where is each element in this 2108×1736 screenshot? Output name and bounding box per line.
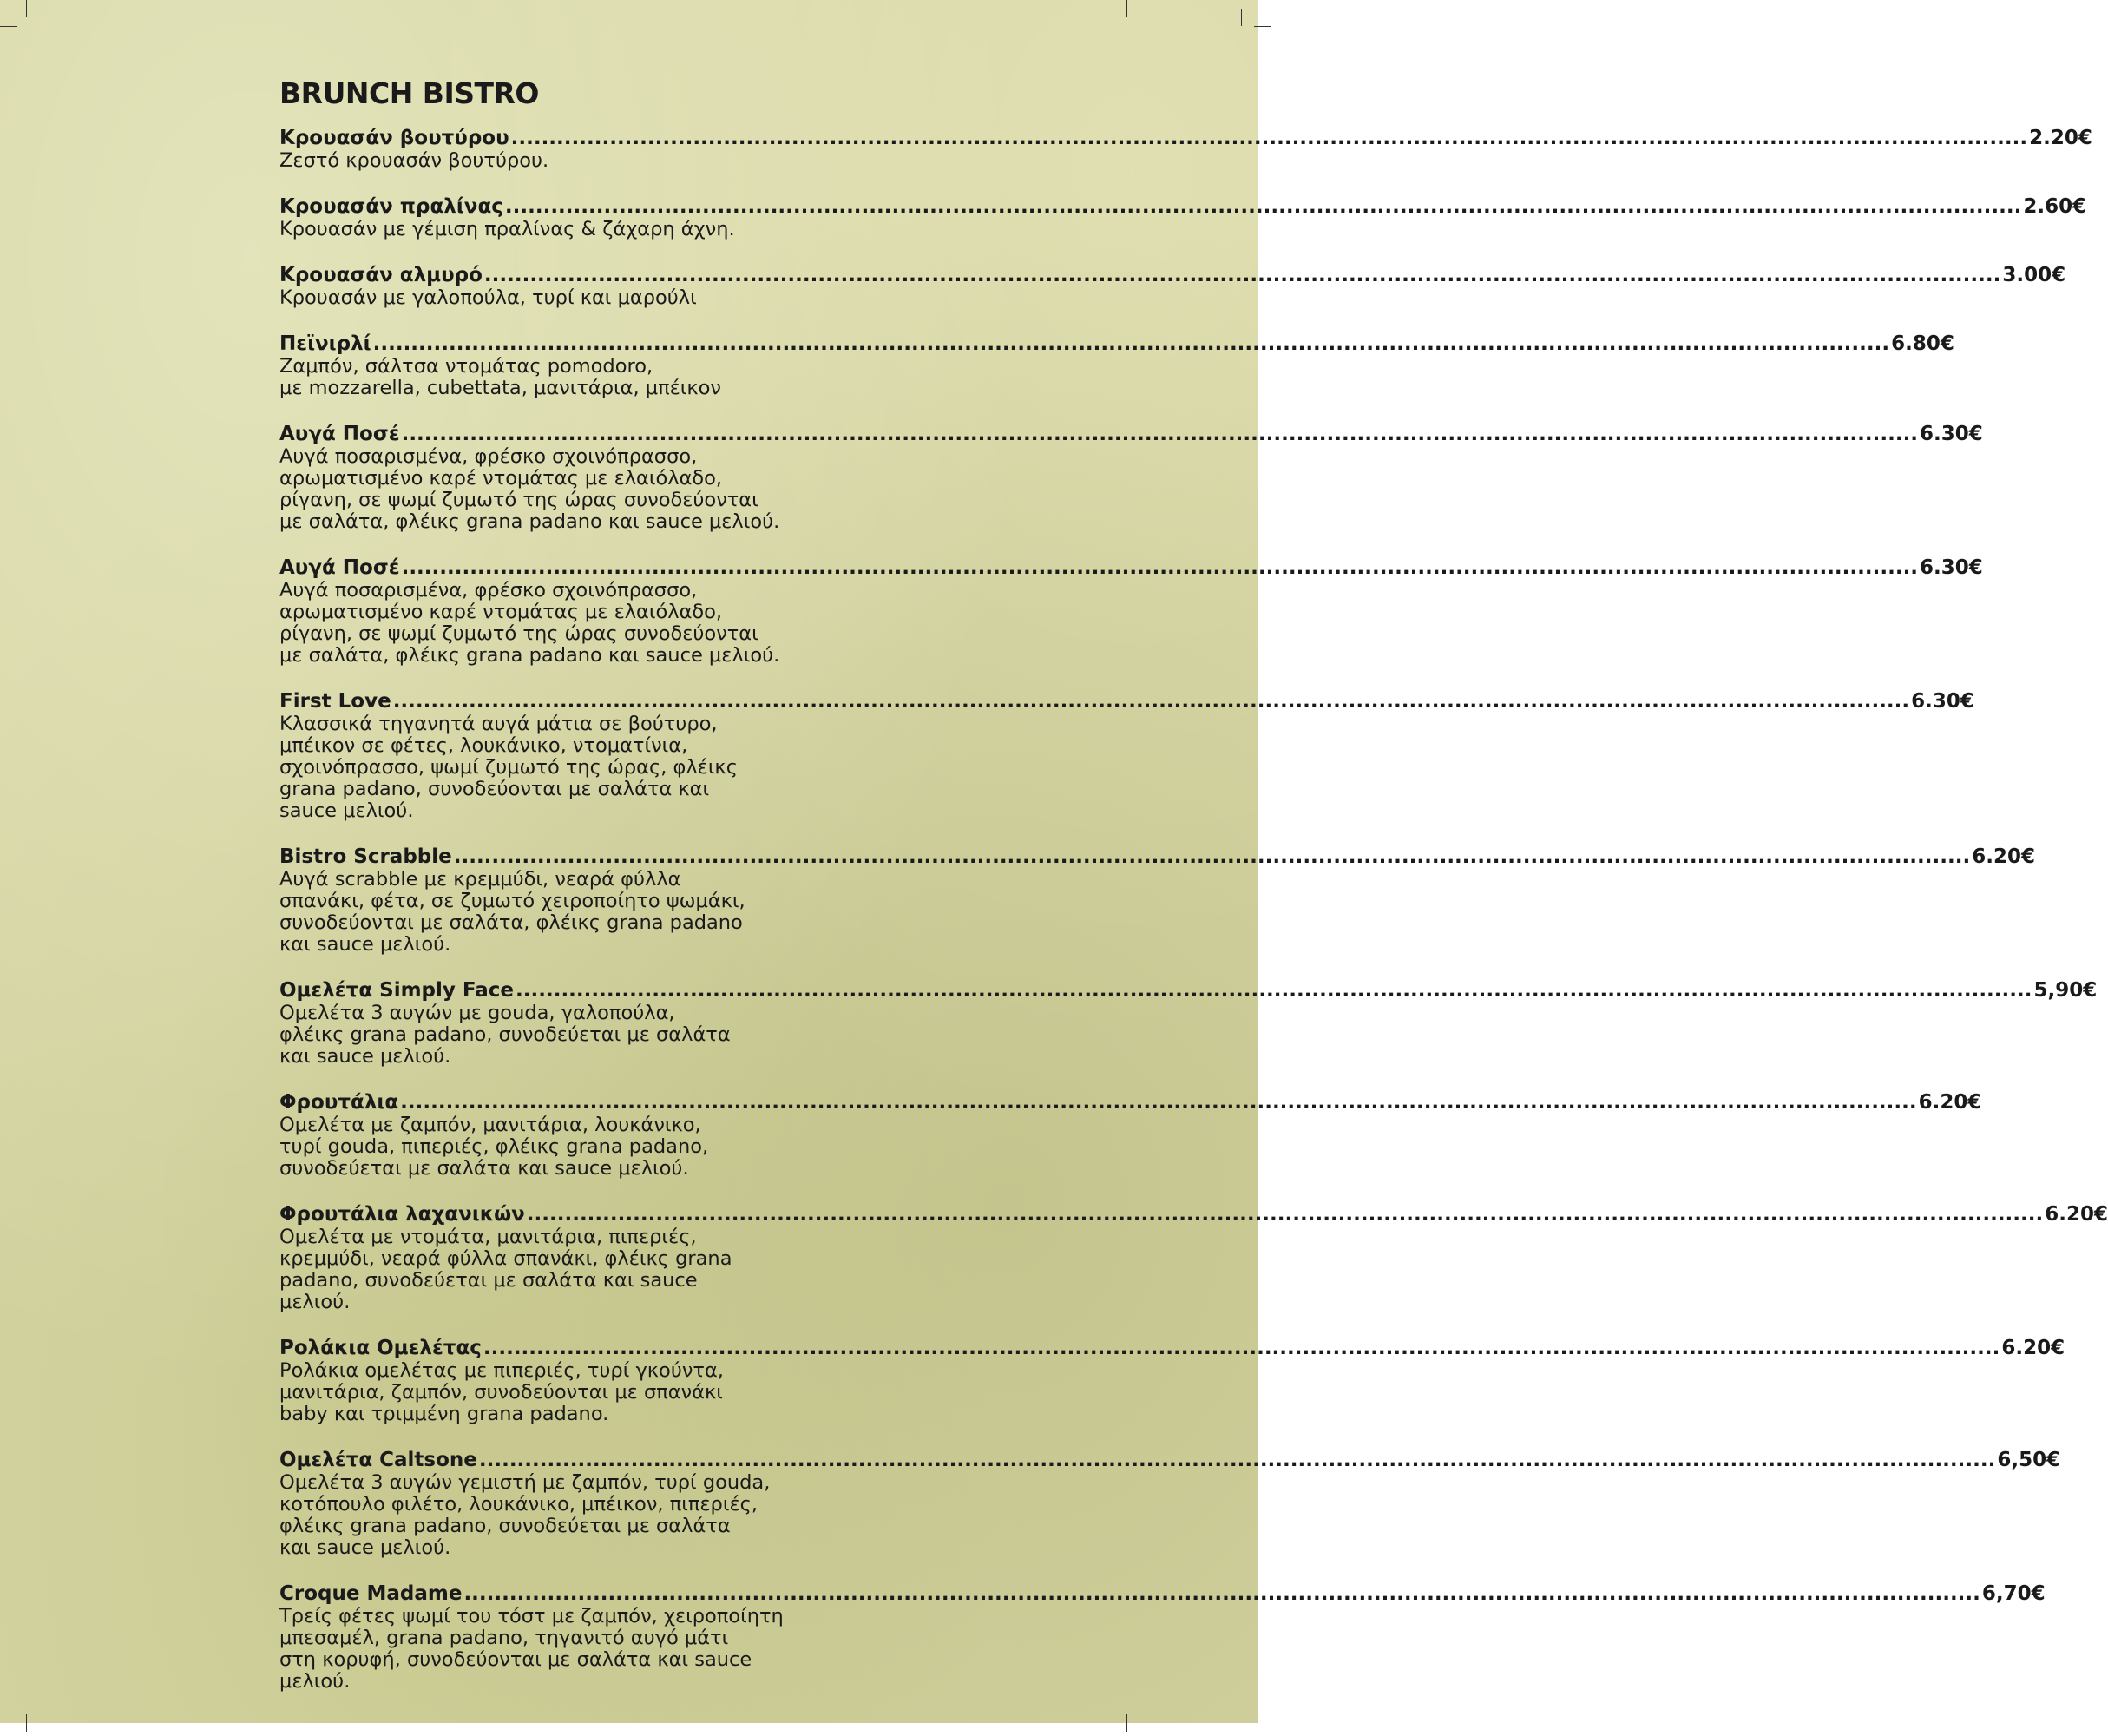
menu-item-price: 5,90€ [2033,979,2098,1002]
menu-item-header [279,556,1983,580]
menu-item [279,979,2098,1068]
menu-item-price: 6,70€ [1981,1582,2046,1605]
menu-item-name: Ομελέτα Simply Face [279,979,515,1002]
dot-leader: ........................................................................................................................................................................................................ [401,423,1919,445]
menu-item-header [279,690,1974,713]
dot-leader: ........................................................................................................................................................................................................ [516,979,2032,1002]
menu-item-name: Αυγά Ποσέ [279,423,400,445]
menu-item-header [279,1337,2065,1360]
menu-item-price: 6.20€ [2045,1203,2108,1226]
menu-item [279,423,1983,533]
menu-item-name: Κρουασάν βουτύρου [279,127,509,149]
menu-item-price: 6.20€ [1972,845,2035,868]
dot-leader: ........................................................................................................................................................................................................ [401,556,1919,579]
menu-item-price: 6.80€ [1891,332,1954,355]
menu-item-description: Ζεστό κρουασάν βουτύρου. [279,149,549,172]
crop-mark [1254,26,1271,27]
menu-item-price: 6.30€ [1920,556,1983,579]
menu-item-price: 2.20€ [2029,127,2092,149]
dot-leader: ........................................................................................................................................................................................................ [526,1203,2044,1226]
menu-item-description: Αυγά ποσαρισμένα, φρέσκο σχοινόπρασσο, αρωματισμένο καρέ ντομάτας με ελαιόλαδο, ρίγανη, σε ψωμί ζυμωτό της ώρας συνοδεύονται με σαλάτα, φλέικς grana padano και sauce μελιού. [279,579,780,667]
menu-title: BRUNCH BISTRO [279,76,539,110]
menu-item-header [279,1203,2108,1226]
menu-item-name: Bistro Scrabble [279,845,452,868]
dot-leader: ........................................................................................................................................................................................................ [483,1337,2000,1359]
menu-item [279,264,2066,309]
menu-item-description: Κρουασάν με γαλοπούλα, τυρί και μαρούλι [279,286,697,309]
menu-item-header [279,1091,1982,1115]
dot-leader: ........................................................................................................................................................................................................ [463,1582,1980,1605]
menu-item-description: Ρολάκια ομελέτας με πιπεριές, τυρί γκούντα, μανιτάρια, ζαμπόν, συνοδεύονται με σπανάκι baby και τριμμένη grana padano. [279,1359,724,1425]
menu-item-price: 2.60€ [2023,195,2087,218]
menu-item [279,1091,1982,1180]
menu-item-header [279,1449,2061,1472]
menu-item-description: Τρείς φέτες ψωμί του τόστ με ζαμπόν, χειροποίητη μπεσαμέλ, grana padano, τηγανιτό αυγό μάτι στη κορυφή, συνοδεύονται με σαλάτα και sauce μελιού. [279,1605,784,1693]
crop-mark [26,1714,27,1732]
menu-item-price: 6.20€ [2001,1337,2065,1359]
menu-item-description: Κρουασάν με γέμιση πραλίνας & ζάχαρη άχνη. [279,218,735,240]
menu-item [279,1582,2046,1693]
menu-item-header [279,845,2035,869]
dot-leader: ........................................................................................................................................................................................................ [510,127,2028,149]
dot-leader: ........................................................................................................................................................................................................ [392,690,1910,713]
menu-item-description: Αυγά ποσαρισμένα, φρέσκο σχοινόπρασσο, αρωματισμένο καρέ ντομάτας με ελαιόλαδο, ρίγανη, σε ψωμί ζυμωτό της ώρας συνοδεύονται με σαλάτα, φλέικς grana padano και sauce μελιού. [279,445,780,533]
menu-item-description: Αυγά scrabble με κρεμμύδι, νεαρά φύλλα σπανάκι, φέτα, σε ζυμωτό χειροποίητο ψωμάκι, συνοδεύονται με σαλάτα, φλέικς grana padano και sauce μελιού. [279,868,745,956]
menu-item [279,195,2087,240]
menu-item-price: 3.00€ [2002,264,2066,286]
menu-item-price: 6.30€ [1911,690,1974,713]
menu-item [279,332,1954,399]
menu-item-name: Κρουασάν αλμυρό [279,264,483,286]
crop-mark [0,26,17,27]
menu-item [279,1203,2108,1313]
dot-leader: ........................................................................................................................................................................................................ [372,332,1890,355]
menu-item-description: Ομελέτα με ντομάτα, μανιτάρια, πιπεριές, κρεμμύδι, νεαρά φύλλα σπανάκι, φλέικς grana padano, συνοδεύεται με σαλάτα και sauce μελιού. [279,1226,732,1313]
menu-item-header [279,127,2092,150]
menu-items-list [279,127,2108,1693]
crop-mark [1126,1714,1127,1732]
menu-item-name: First Love [279,690,391,713]
menu-item [279,556,1983,667]
menu-item [279,1449,2061,1559]
menu-item-name: Φρουτάλια [279,1091,399,1114]
crop-mark [1126,0,1127,17]
menu-item-description: Ομελέτα με ζαμπόν, μανιτάρια, λουκάνικο, τυρί gouda, πιπεριές, φλέικς grana padano, συνοδεύεται με σαλάτα και sauce μελιού. [279,1114,709,1180]
dot-leader: ........................................................................................................................................................................................................ [483,264,2001,286]
menu-item-description: Ζαμπόν, σάλτσα ντομάτας pomodoro, με mozzarella, cubettata, μανιτάρια, μπέικον [279,355,721,399]
dot-leader: ........................................................................................................................................................................................................ [400,1091,1917,1114]
menu-item-name: Ομελέτα Caltsone [279,1449,477,1471]
menu-item-price: 6.30€ [1920,423,1983,445]
menu-item-description: Ομελέτα 3 αυγών γεμιστή με ζαμπόν, τυρί gouda, κοτόπουλο φιλέτο, λουκάνικο, μπέικον, πιπεριές, φλέικς grana padano, συνοδεύεται με σαλάτα και sauce μελιού. [279,1471,771,1559]
dot-leader: ........................................................................................................................................................................................................ [478,1449,1996,1471]
menu-item-name: Κρουασάν πραλίνας [279,195,503,218]
menu-item [279,845,2035,956]
menu-item-name: Ρολάκια Ομελέτας [279,1337,482,1359]
menu-item [279,1337,2065,1425]
menu-item-description: Ομελέτα 3 αυγών με gouda, γαλοπούλα, φλέικς grana padano, συνοδεύεται με σαλάτα και sauce μελιού. [279,1002,731,1068]
menu-item-header [279,264,2066,287]
menu-item [279,690,1974,822]
menu-item-header [279,1582,2046,1606]
menu-item-price: 6.20€ [1918,1091,1982,1114]
menu-item-header [279,332,1954,356]
dot-leader: ........................................................................................................................................................................................................ [504,195,2022,218]
crop-mark [1241,9,1242,26]
menu-item-name: Πεϊνιρλί [279,332,371,355]
menu-item-description: Κλασσικά τηγανητά αυγά μάτια σε βούτυρο, μπέικον σε φέτες, λουκάνικο, ντοματίνια, σχοινόπρασσο, ψωμί ζυμωτό της ώρας, φλέικς grana padano, συνοδεύονται με σαλάτα και sauce μελιού. [279,713,738,822]
menu-item-header [279,979,2098,1003]
menu-item-name: Croque Madame [279,1582,463,1605]
menu-item-header [279,195,2087,219]
menu-item-name: Φρουτάλια λαχανικών [279,1203,525,1226]
menu-content [279,76,2108,1716]
menu-item-header [279,423,1983,446]
dot-leader: ........................................................................................................................................................................................................ [453,845,1971,868]
menu-item-name: Αυγά Ποσέ [279,556,400,579]
crop-mark [26,0,27,17]
menu-item-price: 6,50€ [1997,1449,2061,1471]
menu-item [279,127,2092,172]
